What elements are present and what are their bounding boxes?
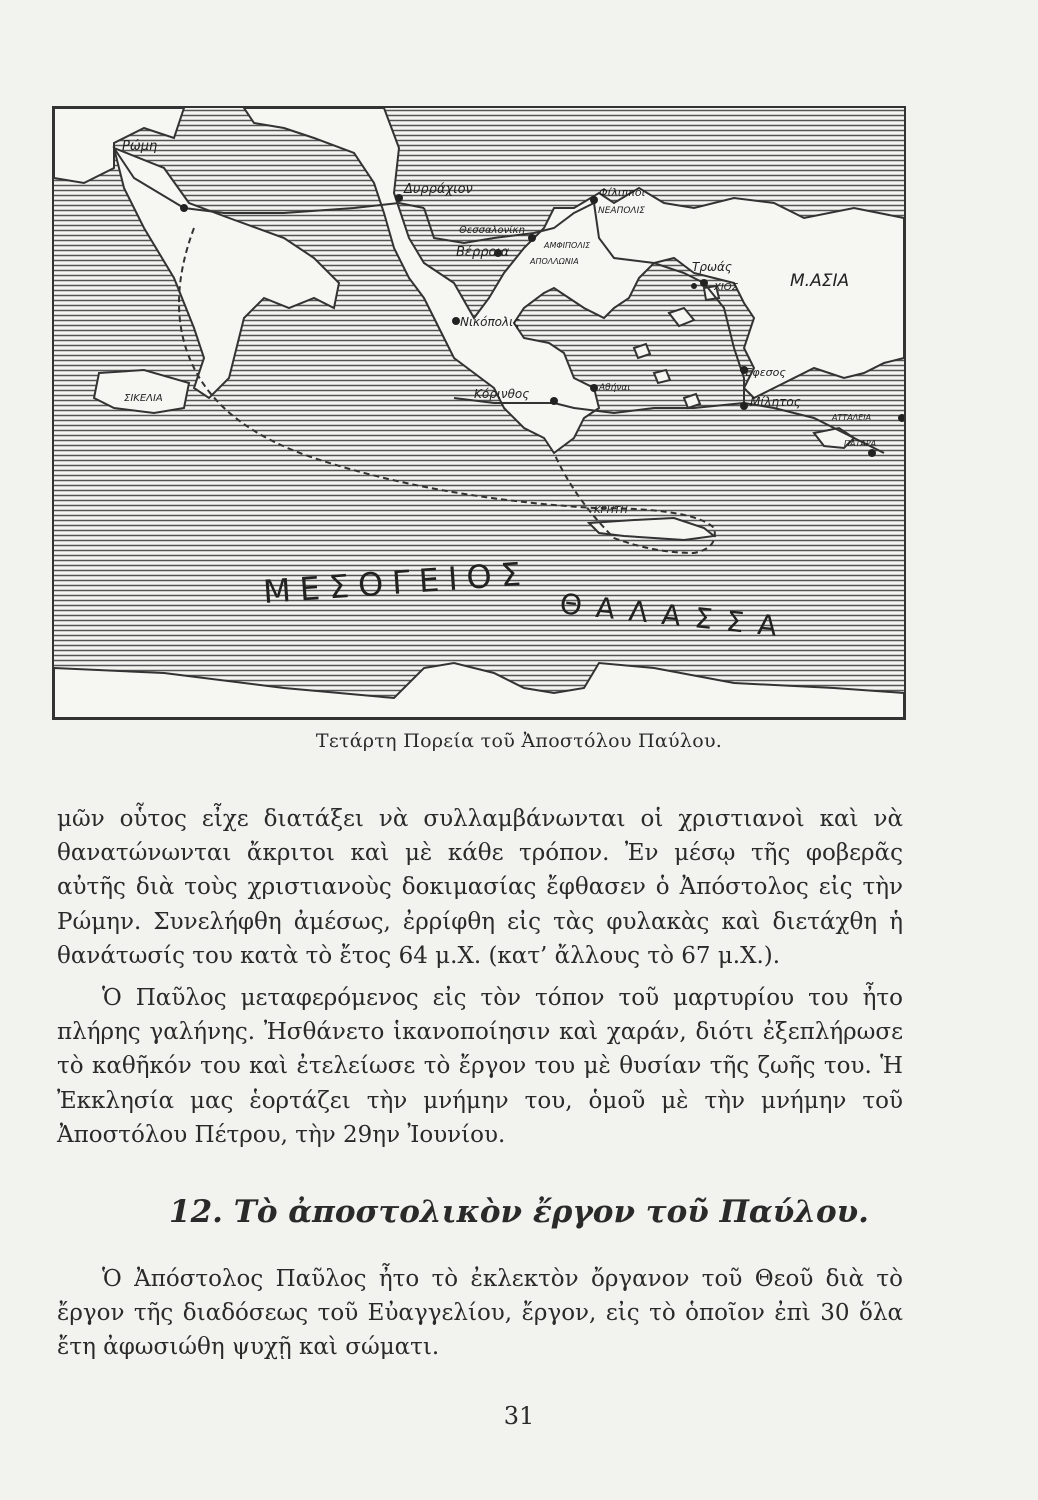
label-korinthos: Κόρινθος: [474, 387, 530, 401]
label-thessaloniki: Θεσσαλονίκη: [459, 225, 525, 236]
label-chios: ΧΙΟΣ: [714, 282, 738, 293]
dot-thessaloniki: [528, 234, 536, 242]
label-athinai: Αθήναι: [599, 383, 631, 393]
label-miletos: Μίλητος: [750, 395, 801, 409]
label-patara: ΠΑΤΑΡΑ: [844, 439, 877, 448]
label-rome: Ρώμη: [122, 139, 158, 154]
label-asia: Μ.ΑΣΙΑ: [790, 271, 850, 291]
island-4: [654, 370, 670, 383]
dot-dyrrachion: [395, 194, 403, 202]
label-amphipolis: ΑΜΦΙΠΟΛΙΣ: [544, 241, 591, 250]
dot-patara: [868, 449, 876, 457]
label-attaleia: ΑΤΤΑΛΕΙΑ: [832, 413, 872, 422]
label-ephesos: Έφεσος: [744, 366, 786, 379]
page-number: 31: [503, 1402, 535, 1430]
label-sea-thalassa: ΘΑΛΑΣΣΑ: [558, 587, 793, 645]
label-troas: Τρωάς: [692, 260, 732, 274]
dot-miletos: [740, 402, 748, 410]
label-sikelia: ΣΙΚΕΛΙΑ: [124, 393, 163, 404]
dot-troas: [700, 279, 708, 287]
map-drawing: [54, 108, 904, 718]
label-sea-mesogeios: ΜΕΣΟΓΕΙΟΣ: [261, 554, 532, 611]
label-kriti: ΚΡΗΤΗ: [594, 505, 628, 516]
section-paragraph: Ὁ Ἀπόστολος Παῦλος ἦτο τὸ ἐκλεκτὸν ὄργανον τοῦ Θεοῦ διὰ τὸ ἔργον τῆς διαδόσεως τοῦ Εὐαγγελίου, ἔργον, εἰς τὸ ὁποῖον ἐπὶ 30 ὅλα ἔτη ἀφωσιώθη ψυχῇ καὶ σώματι.: [57, 1266, 903, 1361]
label-philippi: Φίλιπποι: [599, 186, 646, 199]
section-heading: 12. Τὸ ἀποστολικὸν ἔργον τοῦ Παύλου.: [169, 1194, 869, 1230]
paragraph-paul-martyrdom: Ὁ Παῦλος μεταφερόμενος εἰς τὸν τόπον τοῦ μαρτυρίου του ἦτο πλήρης γαλήνης. Ἠσθάνετο ἱκανοποίησιν καὶ χαράν, διότι ἐξεπλήρωσε τὸ καθῆκόν του καὶ ἐτελείωσε τὸ ἔργον του μὲ θυσίαν τῆς ζωῆς του. Ἡ Ἐκκλησία μας ἑορτάζει τὴν μνήμην του, ὁμοῦ μὲ τὴν μνήμην τοῦ Ἀποστόλου Πέτρου, τὴν 29ην Ἰουνίου.: [57, 985, 903, 1148]
label-dyrrachion: Δυρράχιον: [404, 182, 473, 197]
dot-chios: [691, 283, 697, 289]
label-berroia: Βέρροια: [456, 245, 510, 260]
dot-italy: [180, 204, 188, 212]
paragraph-continued: μῶν οὗτος εἶχε διατάξει νὰ συλλαμβάνωνται οἱ χριστιανοὶ καὶ νὰ θανατώνωνται ἄκριτοι καὶ μὲ κάθε τρόπον. Ἐν μέσῳ τῆς φοβερᾶς αὐτῆς διὰ τοὺς χριστιανοὺς δοκιμασίας ἔφθασεν ὁ Ἀπόστολος εἰς τὴν Ρώμην. Συνελήφθη ἀμέσως, ἐρρίφθη εἰς τὰς φυλακὰς καὶ διετάχθη ἡ θανάτωσίς του κατὰ τὸ ἔτος 64 μ.Χ. (κατ’ ἄλλους τὸ 67 μ.Χ.).: [57, 806, 903, 969]
route-map: [52, 106, 906, 720]
label-neapolis: ΝΕΑΠΟΛΙΣ: [598, 206, 645, 216]
dot-korinthos: [550, 397, 558, 405]
map-caption: Τετάρτη Πορεία τοῦ Ἀποστόλου Παύλου.: [315, 730, 723, 752]
dot-athinai: [590, 384, 598, 392]
dot-nikopolis: [452, 317, 460, 325]
dot-philippi: [590, 196, 598, 204]
label-nikopolis: Νικόπολις: [460, 315, 521, 329]
label-apollonia: ΑΠΟΛΛΩΝΙΑ: [530, 257, 579, 266]
